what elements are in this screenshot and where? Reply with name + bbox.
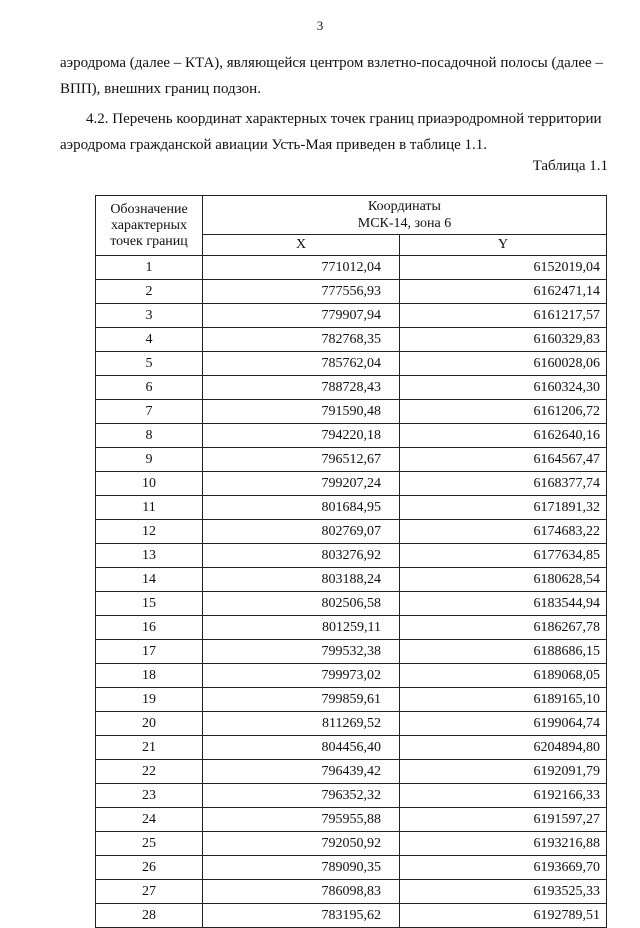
table-row: [96, 328, 607, 352]
table-row: [96, 712, 607, 736]
y-coordinate-cell: 6162640,16: [400, 424, 607, 448]
x-coordinate-cell: 804456,40: [203, 736, 400, 760]
table-row: [96, 400, 607, 424]
point-number-cell: 17: [96, 640, 203, 664]
table-row: [96, 880, 607, 904]
header-coordinates-title: Координаты: [368, 199, 441, 214]
x-coordinate-cell: 794220,18: [203, 424, 400, 448]
point-number-cell: 20: [96, 712, 203, 736]
x-coordinate-cell: 799973,02: [203, 664, 400, 688]
y-coordinate-cell: 6160329,83: [400, 328, 607, 352]
y-coordinate-cell: 6192789,51: [400, 904, 607, 928]
y-coordinate-cell: 6186267,78: [400, 616, 607, 640]
point-number-cell: 14: [96, 568, 203, 592]
y-coordinate-cell: 6193525,33: [400, 880, 607, 904]
x-coordinate-cell: 802506,58: [203, 592, 400, 616]
x-coordinate-cell: 789090,35: [203, 856, 400, 880]
header-y: Y: [400, 235, 607, 256]
y-coordinate-cell: 6193669,70: [400, 856, 607, 880]
x-coordinate-cell: 796439,42: [203, 760, 400, 784]
table-row: [96, 688, 607, 712]
point-number-cell: 8: [96, 424, 203, 448]
x-coordinate-cell: 771012,04: [203, 256, 400, 280]
page-number: 3: [316, 18, 324, 33]
y-coordinate-cell: 6189068,05: [400, 664, 607, 688]
y-coordinate-cell: 6192166,33: [400, 784, 607, 808]
point-number-cell: 16: [96, 616, 203, 640]
x-coordinate-cell: 786098,83: [203, 880, 400, 904]
table-row: [96, 496, 607, 520]
y-coordinate-cell: 6161217,57: [400, 304, 607, 328]
point-number-cell: 4: [96, 328, 203, 352]
y-coordinate-cell: 6193216,88: [400, 832, 607, 856]
table-row: [96, 376, 607, 400]
table-caption: Таблица 1.1: [532, 158, 608, 174]
y-coordinate-cell: 6180628,54: [400, 568, 607, 592]
table-row: [96, 592, 607, 616]
table-row: [96, 352, 607, 376]
x-coordinate-cell: 799532,38: [203, 640, 400, 664]
x-coordinate-cell: 783195,62: [203, 904, 400, 928]
point-number-cell: 19: [96, 688, 203, 712]
x-coordinate-cell: 792050,92: [203, 832, 400, 856]
point-number-cell: 13: [96, 544, 203, 568]
point-number-cell: 23: [96, 784, 203, 808]
y-coordinate-cell: 6161206,72: [400, 400, 607, 424]
table-row: [96, 664, 607, 688]
coordinates-table: [95, 195, 607, 928]
y-coordinate-cell: 6191597,27: [400, 808, 607, 832]
point-number-cell: 2: [96, 280, 203, 304]
x-coordinate-cell: 779907,94: [203, 304, 400, 328]
x-coordinate-cell: 811269,52: [203, 712, 400, 736]
header-coordinate-system: МСК-14, зона 6: [357, 216, 452, 231]
point-number-cell: 3: [96, 304, 203, 328]
point-number-cell: 25: [96, 832, 203, 856]
table-row: [96, 568, 607, 592]
table-row: [96, 640, 607, 664]
x-coordinate-cell: 777556,93: [203, 280, 400, 304]
point-number-cell: 26: [96, 856, 203, 880]
table-body: [96, 256, 607, 928]
header-coordinates: [203, 196, 607, 235]
y-coordinate-cell: 6152019,04: [400, 256, 607, 280]
table-row: [96, 616, 607, 640]
point-number-cell: 10: [96, 472, 203, 496]
table-row: [96, 736, 607, 760]
point-number-cell: 18: [96, 664, 203, 688]
x-coordinate-cell: 803276,92: [203, 544, 400, 568]
table-row: [96, 304, 607, 328]
y-coordinate-cell: 6164567,47: [400, 448, 607, 472]
x-coordinate-cell: 795955,88: [203, 808, 400, 832]
paragraph-1: аэродрома (далее – КТА), являющейся центром взлетно-посадочной полосы (далее – ВПП), внешних границ подзон.: [60, 55, 603, 97]
point-number-cell: 11: [96, 496, 203, 520]
point-number-cell: 7: [96, 400, 203, 424]
table-row: [96, 832, 607, 856]
x-coordinate-cell: 791590,48: [203, 400, 400, 424]
x-coordinate-cell: 796512,67: [203, 448, 400, 472]
x-coordinate-cell: 796352,32: [203, 784, 400, 808]
table-row: [96, 424, 607, 448]
y-coordinate-cell: 6199064,74: [400, 712, 607, 736]
x-coordinate-cell: 802769,07: [203, 520, 400, 544]
table-row: [96, 520, 607, 544]
y-coordinate-cell: 6160324,30: [400, 376, 607, 400]
y-coordinate-cell: 6183544,94: [400, 592, 607, 616]
point-number-cell: 12: [96, 520, 203, 544]
table-row: [96, 448, 607, 472]
table-row: [96, 856, 607, 880]
point-number-cell: 22: [96, 760, 203, 784]
x-coordinate-cell: 801684,95: [203, 496, 400, 520]
y-coordinate-cell: 6204894,80: [400, 736, 607, 760]
table-row: [96, 760, 607, 784]
point-number-cell: 15: [96, 592, 203, 616]
table-row: [96, 280, 607, 304]
point-number-cell: 6: [96, 376, 203, 400]
header-point-label: Обозначение характерных точек границ: [96, 196, 203, 256]
y-coordinate-cell: 6160028,06: [400, 352, 607, 376]
y-coordinate-cell: 6192091,79: [400, 760, 607, 784]
table-row: [96, 904, 607, 928]
x-coordinate-cell: 801259,11: [203, 616, 400, 640]
point-number-cell: 24: [96, 808, 203, 832]
y-coordinate-cell: 6177634,85: [400, 544, 607, 568]
paragraph-2-text: 4.2. Перечень координат характерных точек границ приаэродромной территории аэродрома гражданской авиации Усть-Мая приведен в таблице 1.1.: [60, 111, 602, 153]
point-number-cell: 9: [96, 448, 203, 472]
x-coordinate-cell: 803188,24: [203, 568, 400, 592]
point-number-cell: 21: [96, 736, 203, 760]
x-coordinate-cell: 799207,24: [203, 472, 400, 496]
point-number-cell: 28: [96, 904, 203, 928]
paragraph-2: [60, 106, 608, 158]
x-coordinate-cell: 782768,35: [203, 328, 400, 352]
x-coordinate-cell: 799859,61: [203, 688, 400, 712]
x-coordinate-cell: 788728,43: [203, 376, 400, 400]
y-coordinate-cell: 6168377,74: [400, 472, 607, 496]
table-row: [96, 472, 607, 496]
table-row: [96, 808, 607, 832]
x-coordinate-cell: 785762,04: [203, 352, 400, 376]
point-number-cell: 27: [96, 880, 203, 904]
y-coordinate-cell: 6171891,32: [400, 496, 607, 520]
y-coordinate-cell: 6188686,15: [400, 640, 607, 664]
y-coordinate-cell: 6174683,22: [400, 520, 607, 544]
point-number-cell: 1: [96, 256, 203, 280]
table-row: [96, 256, 607, 280]
header-x: X: [203, 235, 400, 256]
point-number-cell: 5: [96, 352, 203, 376]
y-coordinate-cell: 6189165,10: [400, 688, 607, 712]
table-row: [96, 544, 607, 568]
y-coordinate-cell: 6162471,14: [400, 280, 607, 304]
table-row: [96, 784, 607, 808]
